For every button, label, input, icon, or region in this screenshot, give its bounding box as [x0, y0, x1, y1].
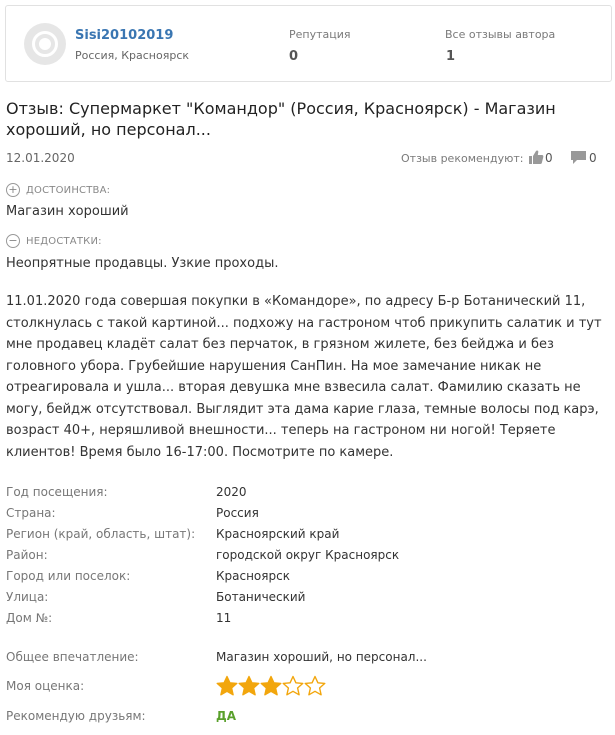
- like-count: 0: [545, 151, 553, 165]
- reputation-value: 0: [289, 49, 299, 64]
- cons-label: НЕДОСТАТКИ:: [26, 236, 102, 247]
- attr-label: Дом №:: [6, 611, 53, 625]
- avatar-dot-icon: [39, 38, 51, 50]
- review-body: 11.01.2020 года совершая покупки в «Командоре», по адресу Б-р Ботанический 11, столкнулась с такой картиной... подхожу на гастроном чтоб прикупить салатик и тут мне продавец кладёт салат без перчаток, в грязном жилете, без бейджа и без головного убора. Грубейшие нарушения СанПин. На мое замечание никак не отреагировала и ушла... вторая девушка мне взвесила салат. Фамилию сказать не могу, бейдж отсутствовал. Выглядит эта дама карие глаза, темные волосы под карэ, возраст 40+, неряшливой внешности... теперь на гастроном ни ногой! Теряете клиентов! Время было 16-17:00. Посмотрите по камере.: [6, 294, 602, 460]
- star-filled-icon: [260, 675, 282, 697]
- reputation-label: Репутация: [289, 28, 351, 41]
- cons-text: Неопрятные продавцы. Узкие проходы.: [6, 256, 279, 271]
- attr-value: городской округ Красноярск: [216, 548, 400, 562]
- pros-label: ДОСТОИНСТВА:: [26, 185, 111, 196]
- attr-label: Регион (край, область, штат):: [6, 527, 196, 541]
- attr-label: Район:: [6, 548, 48, 562]
- author-name-link[interactable]: Sisi20102019: [75, 28, 174, 43]
- rating-stars: [216, 675, 326, 697]
- star-filled-icon: [216, 675, 238, 697]
- avatar[interactable]: [24, 23, 66, 65]
- recommend-friends-label: Рекомендую друзьям:: [6, 709, 146, 723]
- attr-label: Город или поселок:: [6, 569, 131, 583]
- recommend-friends-value: ДА: [216, 709, 236, 723]
- pros-text: Магазин хороший: [6, 204, 129, 219]
- attr-value: Красноярск: [216, 569, 290, 583]
- minus-circle-icon: −: [6, 234, 20, 248]
- comment-count: 0: [589, 151, 597, 165]
- author-reviews-label[interactable]: Все отзывы автора: [445, 28, 556, 41]
- attr-label: Улица:: [6, 590, 49, 604]
- star-empty-icon: [282, 675, 304, 697]
- review-date: 12.01.2020: [6, 151, 75, 165]
- thumbs-up-icon[interactable]: [528, 149, 544, 165]
- attr-value: 11: [216, 611, 232, 625]
- attr-value: 2020: [216, 485, 247, 499]
- author-reviews-count[interactable]: 1: [446, 49, 456, 64]
- attr-label: Год посещения:: [6, 485, 108, 499]
- impression-label: Общее впечатление:: [6, 650, 139, 664]
- star-filled-icon: [238, 675, 260, 697]
- comment-icon[interactable]: [570, 150, 587, 165]
- rating-label: Моя оценка:: [6, 679, 85, 693]
- attr-value: Красноярский край: [216, 527, 340, 541]
- impression-value: Магазин хороший, но персонал...: [216, 650, 427, 664]
- author-card: [5, 5, 612, 82]
- star-empty-icon: [304, 675, 326, 697]
- review-title: Отзыв: Супермаркет "Командор" (Россия, Красноярск) - Магазин хороший, но персонал...: [6, 99, 556, 139]
- attr-value: Россия: [216, 506, 259, 520]
- plus-circle-icon: +: [6, 183, 20, 197]
- attr-value: Ботанический: [216, 590, 306, 604]
- recommend-count-label: Отзыв рекомендуют:: [401, 152, 524, 165]
- author-location: Россия, Красноярск: [75, 49, 190, 62]
- attr-label: Страна:: [6, 506, 56, 520]
